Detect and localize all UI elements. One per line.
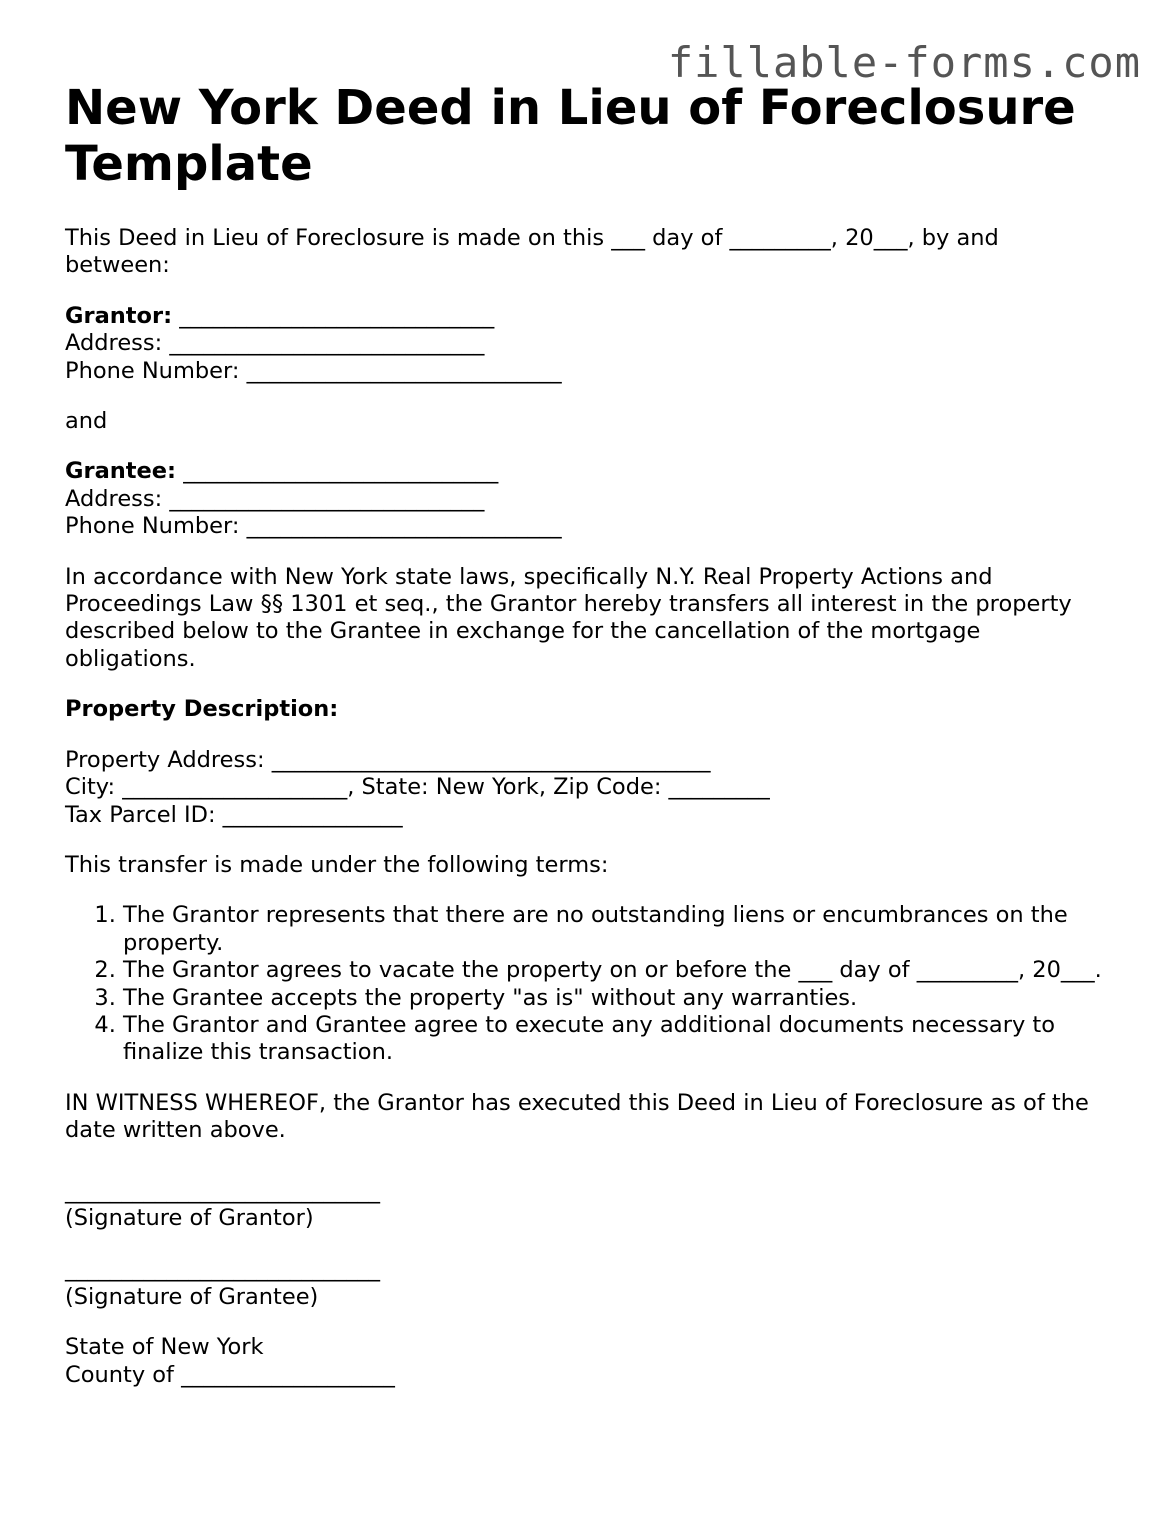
property-tax-parcel: Tax Parcel ID: ________________: [65, 801, 403, 828]
grantor-signature-line: ____________________________: [65, 1177, 380, 1204]
term-item: 2. The Grantor agrees to vacate the property on or before the ___ day of _________, 20___.: [123, 957, 1105, 984]
term-item: 4. The Grantor and Grantee agree to execute any additional documents necessary to finalize this transaction.: [123, 1012, 1105, 1067]
term-item: 1. The Grantor represents that there are no outstanding liens or encumbrances on the property.: [123, 902, 1105, 957]
grantor-name-blank: ____________________________: [172, 302, 495, 329]
grantor-name-line: [65, 303, 1105, 330]
grantor-block: [65, 303, 1105, 385]
notary-county: County of ___________________: [65, 1361, 395, 1388]
and-text: and: [65, 408, 108, 435]
grantee-label: Grantee:: [65, 458, 177, 485]
notary-block: [65, 1334, 1105, 1389]
property-block: [65, 747, 1105, 829]
property-address: Property Address: _______________________________________: [65, 746, 711, 773]
document: [65, 80, 1105, 1389]
term-item: 3. The Grantee accepts the property "as is" without any warranties.: [123, 985, 1105, 1012]
grantor-signature-label: (Signature of Grantor): [65, 1204, 314, 1231]
grantee-name-line: [65, 458, 1105, 485]
grantee-phone: Phone Number: ____________________________: [65, 513, 562, 540]
terms-intro: This transfer is made under the following terms:: [65, 851, 609, 878]
grantee-address: Address: ____________________________: [65, 485, 485, 512]
terms-list: [65, 902, 1105, 1066]
document-body: [65, 225, 1105, 1389]
document-title: New York Deed in Lieu of Foreclosure Template: [65, 80, 1076, 192]
witness-paragraph: IN WITNESS WHEREOF, the Grantor has executed this Deed in Lieu of Foreclosure as of the date written above.: [65, 1089, 1089, 1144]
watermark: fillable-forms.com: [667, 38, 1141, 87]
property-city-state-zip: City: ____________________, State: New York, Zip Code: _________: [65, 774, 770, 801]
accordance-paragraph: In accordance with New York state laws, specifically N.Y. Real Property Actions and Proceedings Law §§ 1301 et seq., the Grantor hereby transfers all interest in the property described below to the Grantee in exchange for the cancellation of the mortgage obligations.: [65, 563, 1072, 672]
grantee-block: [65, 458, 1105, 540]
property-heading: [65, 696, 1105, 723]
grantee-signature-block: [65, 1256, 1105, 1311]
intro-paragraph: This Deed in Lieu of Foreclosure is made on this ___ day of _________, 20___, by and between:: [65, 225, 999, 279]
grantee-signature-line: ____________________________: [65, 1256, 380, 1283]
grantee-signature-label: (Signature of Grantee): [65, 1283, 319, 1310]
grantor-label: Grantor:: [65, 302, 173, 329]
property-heading-text: Property Description:: [65, 696, 339, 723]
grantor-signature-block: [65, 1178, 1105, 1233]
grantor-phone: Phone Number: ____________________________: [65, 357, 562, 384]
notary-state: State of New York: [65, 1334, 264, 1361]
grantor-address: Address: ____________________________: [65, 330, 485, 357]
grantee-name-blank: ____________________________: [176, 458, 499, 485]
